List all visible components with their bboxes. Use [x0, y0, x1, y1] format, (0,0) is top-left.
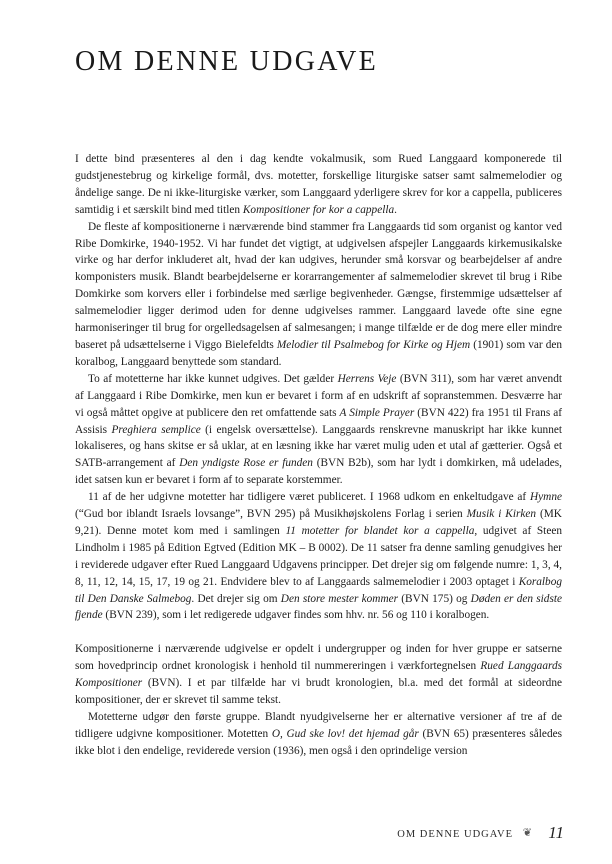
page-number: 11	[548, 823, 564, 842]
text-run: I dette bind præsenteres al den i dag kendte vokalmusik, som Rued Langgaard komponerede til gudstjenestebrug og kirkelige formål, dvs. motetter, forskellige liturgiske satser samt salmemelodier og åndelige sange. De ni ikke-liturgiske værker, som Langgaard yderligere skrev for kor a cappella, publiceres samtidig i et særskilt bind med titlen	[75, 153, 562, 216]
text-run: . Det drejer sig om	[191, 592, 281, 605]
text-run: (BVN B2b), som har lydt i domkirken, må udelades, idet satsen kun er bevaret i form af to separate korstemmer.	[75, 457, 562, 487]
text-run: 11 af de her udgivne motetter har tidligere været publiceret. I 1968 udkom en enkeltudgave af	[88, 491, 530, 504]
paragraph	[75, 371, 562, 489]
paragraph	[75, 219, 562, 371]
text-run: , udgivet af Steen Lindholm i 1985 på Edition Egtved (Edition MK – B 0002). De 11 satser fra denne samling genudgives her i reviderede udgaver efter Rued Langgaard Udgavens principper. Det drejer sig om følgende numre: 1, 3, 4, 8, 11, 12, 14, 15, 17, 19 og 21. Endvidere blev to af Langgaards salmemelodier i 2003 optaget i	[75, 524, 562, 588]
italic-title: Rued Langgaards Kompositioner	[75, 660, 562, 690]
text-run: (BVN 422) fra 1951 til Frans af Assisis	[75, 406, 562, 436]
paragraph	[75, 151, 562, 219]
paragraph	[75, 489, 562, 624]
text-run: To af motetterne har ikke kunnet udgives. Det gælder	[88, 372, 338, 385]
paragraph	[75, 641, 562, 709]
text-run: (BVN 311), som har været anvendt af Langgaard i Ribe Domkirke, men kun er bevaret i form af en udskrift af sopranstemmen. Desværre har vi også måttet opgive at publicere den ret omfattende sats	[75, 372, 562, 419]
fleuron-icon: ❦	[522, 827, 532, 839]
italic-title: Den yndigste Rose er funden	[179, 457, 313, 470]
italic-title: Kompositioner for kor a cappella	[242, 203, 395, 216]
text-run: .	[394, 203, 397, 216]
text-run: Kompositionerne i nærværende udgivelse er opdelt i undergrupper og inden for hver gruppe er satserne som hovedprincip ordnet kronologisk i henhold til nummereringen i værkfortegnelsen	[75, 643, 562, 673]
text-run: Motetterne udgør den første gruppe. Blandt nyudgivelserne her er alternative versioner af tre af de tidligere udgivne kompositioner. Motetten	[75, 711, 562, 740]
text-run: (BVN 239), som i let redigerede udgaver findes som hhv. nr. 56 og 110 i koralbogen.	[102, 609, 490, 622]
italic-title: O, Gud ske lov! det hjemad går	[271, 727, 419, 740]
text-run: (i engelsk oversættelse). Langgaards renskrevne manuskript har ikke kunnet lokaliseres, og hans skitse er så uklar, at en læsning ikke har været mulig uden et utal af gætterier. Også et SATB-arrangement af	[75, 423, 562, 470]
italic-title: Hymne	[530, 491, 562, 504]
text-run: (MK 9,21). Denne motet kom med i samlingen	[75, 508, 562, 537]
text-run: (BVN). I et par tilfælde har vi brudt kronologien, bl.a. med det formål at sideordne kompositioner, der er skrevet til samme tekst.	[75, 677, 562, 707]
italic-title: Musik i Kirken	[466, 508, 537, 521]
italic-title: Preghiera semplice	[111, 423, 201, 436]
italic-title: 11 motetter for blandet kor a cappella	[285, 524, 475, 537]
text-run: (BVN 65) præsenteres således ikke blot i den endelige, reviderede version (1936), men også i den oprindelige version	[75, 727, 563, 757]
page-footer	[0, 823, 564, 847]
text-run: (“Gud bor iblandt Israels lovsange”, BVN 295) på Musikhøjskolens Forlag i serien	[75, 508, 467, 521]
text-run: (BVN 175) og	[398, 592, 471, 605]
italic-title: Herrens Veje	[337, 372, 397, 385]
italic-title: Døden er den sidste fjende	[75, 592, 562, 622]
running-head: OM DENNE UDGAVE	[397, 829, 513, 840]
page-title: OM DENNE UDGAVE	[75, 46, 379, 77]
text-run: (1901) som var den koralbog, Langgaard benyttede som standard.	[75, 338, 563, 368]
italic-title: A Simple Prayer	[339, 406, 415, 419]
italic-title: Melodier til Psalmebog for Kirke og Hjem	[276, 338, 471, 351]
italic-title: Koralbog til Den Danske Salmebog	[75, 575, 562, 605]
body-text	[75, 151, 562, 760]
text-run: De fleste af kompositionerne i nærværende bind stammer fra Langgaards tid som organist og kantor ved Ribe Domkirke, 1940-1952. Vi har fundet det vigtigt, at udgivelsen afspejler Langgaards kirkemusikalske virke og har derfor inkluderet alt, hvad der kan udgives, herunder små korsvar og bearbejdelser af andre komponisters musik. Blandt bearbejdelserne er korarrangementer af salmemelodier skrevet til brug i Ribe Domkirke som korvers eller i forbindelse med særlige begivenheder. Gængse, firstemmige udsættelser af salmemelodier ligger derimod uden for denne udgivelses rammer. Langgaard lavede ofte sine egne harmoniseringer til brug for orgelledsagelsen af salmesangen; i mange tilfælde er de dog mere eller mindre baseret på udsættelserne i Viggo Bielefeldts	[75, 220, 562, 351]
italic-title: Den store mester kommer	[280, 592, 399, 605]
paragraph	[75, 709, 562, 760]
